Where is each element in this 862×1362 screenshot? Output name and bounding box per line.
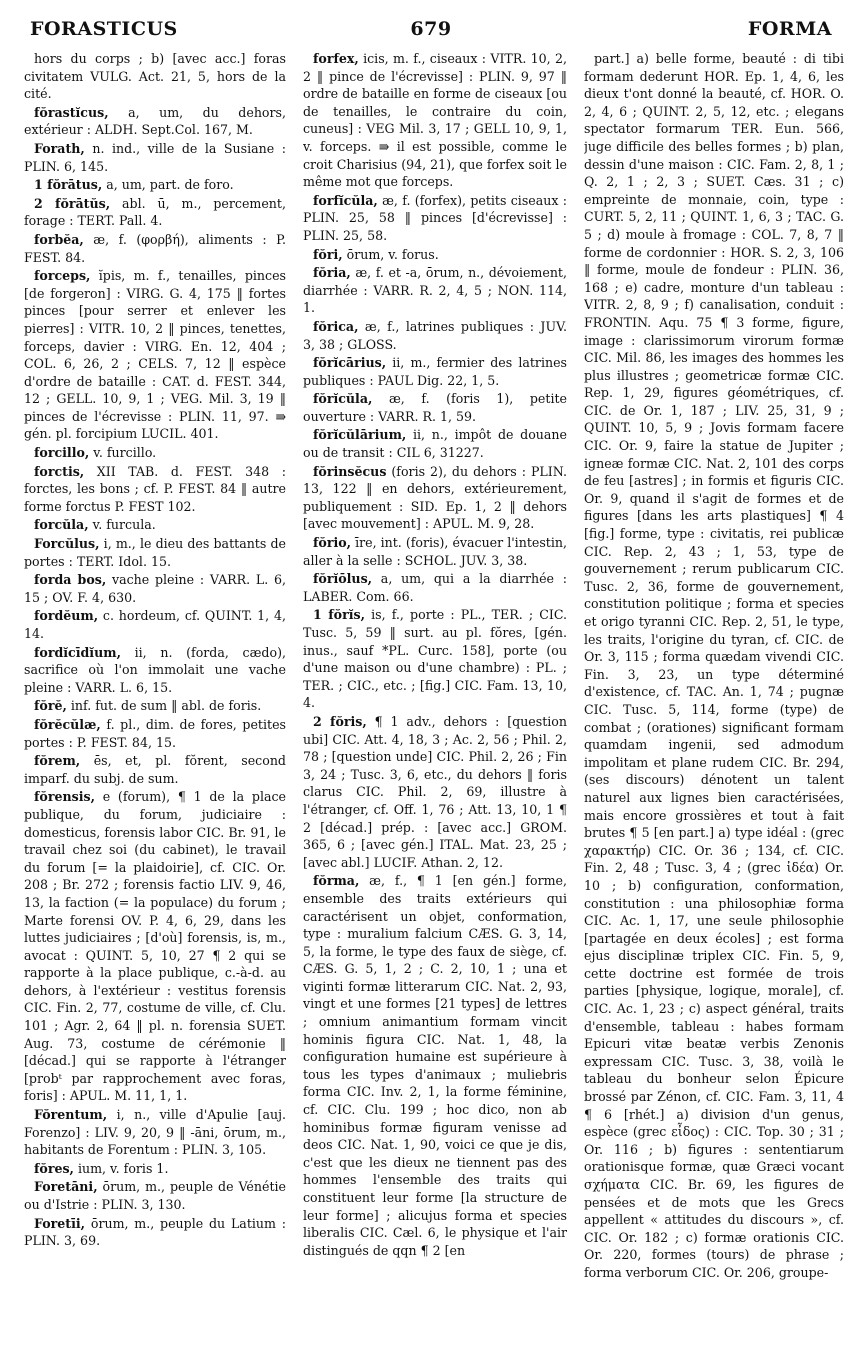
entry-headword: Fŏrentum, [34, 1107, 108, 1123]
dictionary-entry [24, 1160, 286, 1178]
entry-definition: ĭpis, m. f., tenailles, pinces [de forgeron] : VIRG. G. 4, 175 ‖ fortes pinces [pour serrer et enlever les pierres] : VITR. 10, 2 ‖ pinces, tenettes, forceps, davier : VIRG. En. 12, 404 ; COL. 6, 26, 2 ; CELS. 7, 12 ‖ espèce d'ordre de bataille : CAT. d. FEST. 344, 12 ; GELL. 10, 9, 1 ; VEG. Mil. 3, 19 ‖ pinces de l'écrevisse : PLIN. 11, 97. ⇛ gén. pl. forcipium LUCIL. 401. [24, 268, 286, 442]
entry-definition: is, f., porte : PL., TER. ; CIC. Tusc. 5, 59 ‖ surt. au pl. fŏres, [gén. inus., sauf *PL. Curc. 158], porte (ou d'une maison ou d'une chambre) : PL. ; TER. ; CIC., etc. ; [fig.] CIC. Fam. 13, 10, 4. [303, 607, 567, 711]
column-1 [24, 50, 286, 1350]
dictionary-entry [24, 1178, 286, 1213]
entry-headword: fŏrĭcārius, [313, 355, 387, 371]
dictionary-entry [303, 354, 567, 389]
entry-definition: (foris 2), du dehors : PLIN. 13, 122 ‖ en dehors, extérieurement, publiquement : SID. Ep. 1, 2 ‖ dehors [avec mouvement] : APUL. M. 9, 28. [303, 463, 567, 532]
dictionary-entry [303, 606, 567, 712]
dictionary-entry [24, 104, 286, 139]
entry-definition: ōrum, m., peuple du Latium : PLIN. 3, 69. [24, 1215, 286, 1249]
running-head-right: FORMA [747, 18, 832, 40]
dictionary-entry [303, 390, 567, 425]
entry-definition: æ, f. (foris 1), petite ouverture : VARR. R. 1, 59. [303, 391, 567, 424]
dictionary-entry [24, 535, 286, 570]
dictionary-entry [303, 570, 567, 605]
entry-definition: hors du corps ; b) [avec acc.] foras civitatem VULG. Act. 21, 5, hors de la cité. [24, 51, 286, 102]
dictionary-entry [24, 463, 286, 516]
entry-definition: ¶ 1 adv., dehors : [question ubi] CIC. Att. 4, 18, 3 ; Ac. 2, 56 ; Phil. 2, 78 ; [question unde] CIC. Phil. 2, 26 ; Fin 3, 24 ; Tusc. 3, 6, etc., du dehors ‖ foris clarus CIC. Phil. 2, 69, illustre à l'étranger, cf. Off. 1, 76 ; Att. 13, 10, 1 ¶ 2 [décad.] prép. : [avec acc.] GROM. 365, 6 ; [avec gén.] ITAL. Mat. 23, 25 ; [avec abl.] LUCIF. Athan. 2, 12. [303, 713, 567, 870]
entry-definition: ii, n., impôt de douane ou de transit : CIL 6, 31227. [303, 427, 567, 461]
entry-definition: æ, f., ¶ 1 [en gén.] forme, ensemble des traits extérieurs qui caractérisent un objet, conformation, type : muralium falcium CÆS. G. 3, 14, 5, la forme, le type des faux de siège, cf. CÆS. G. 5, 1, 2 ; C. 2, 10, 1 ; una et viginti formæ litterarum CIC. Nat. 2, 93, vingt et une formes [21 types] de lettres ; omnium animantium formam vincit hominis figura CIC. Nat. 1, 48, la configuration humaine est supérieure à tous les types d'animaux ; muliebris forma CIC. Inv. 2, 1, la forme féminine, cf. CIC. Clu. 199 ; hoc dico, non ab hominibus formæ figuram venisse ad deos CIC. Nat. 1, 90, voici ce que je dis, c'est que les dieux ne tiennent pas des hommes l'ensemble des traits qui constituent leur forme [la structure de leur forme] ; alicujus forma et species liberalis CIC. Cæl. 6, le physique et l'air distingués de qqn ¶ 2 [en [303, 873, 567, 1258]
entry-headword: forcŭla, [34, 517, 89, 533]
dictionary-entry [24, 50, 286, 103]
dictionary-entry [24, 267, 286, 443]
entry-headword: fŏrĕcŭlæ, [34, 716, 101, 732]
entry-definition: a, um, part. de foro. [102, 177, 234, 193]
entry-headword: fŏrastĭcus, [34, 104, 109, 120]
entry-definition: a, um, qui a la diarrhée : LABER. Com. 66. [303, 571, 567, 604]
dictionary-entry [24, 716, 286, 751]
dictionary-entry [24, 516, 286, 534]
entry-headword: 2 fŏrātŭs, [34, 195, 111, 211]
entry-definition: i, n., ville d'Apulie [auj. Forenzo] : LIV. 9, 20, 9 ‖ -āni, ōrum, m., habitants de Forentum : PLIN. 3, 105. [24, 1107, 286, 1158]
dictionary-entry [24, 644, 286, 697]
entry-definition: ium, v. foris 1. [73, 1160, 169, 1176]
entry-headword: forfĭcŭla, [313, 192, 378, 208]
dictionary-entry [303, 534, 567, 569]
entry-headword: Foretāni, [34, 1179, 98, 1195]
entry-headword: Forath, [34, 140, 85, 156]
entry-headword: 2 fŏris, [313, 713, 367, 729]
entry-headword: fŏres, [34, 1160, 74, 1176]
entry-definition: æ, f., latrines publiques : JUV. 3, 38 ; GLOSS. [303, 318, 567, 352]
entry-headword: forfex, [313, 51, 359, 66]
entry-headword: fŏrensis, [34, 789, 95, 805]
entry-headword: fŏrio, [313, 535, 352, 551]
dictionary-entry [24, 195, 286, 230]
dictionary-entry [303, 872, 567, 1259]
page-number: 679 [410, 18, 452, 40]
entry-headword: fŏria, [313, 265, 351, 281]
entry-definition: æ, f. (forfex), petits ciseaux : PLIN. 25, 58 ‖ pinces [d'écrevisse] : PLIN. 25, 58. [303, 192, 567, 243]
entry-headword: forcillo, [34, 445, 90, 461]
entry-definition: ēs, et, pl. fŏrent, second imparf. du subj. de sum. [24, 753, 286, 786]
entry-definition: e (forum), ¶ 1 de la place publique, du forum, judiciaire : domesticus, forensis labor CIC. Br. 91, le travail chez soi (du cabinet), le travail du forum [= la plaidoirie], cf. CIC. Or. 208 ; Br. 272 ; forensis factio LIV. 9, 46, 13, la faction (= la populace) du forum ; Marte forensi OV. P. 4, 6, 29, dans les luttes judiciaires ; [d'où] forensis, is, m., avocat : QUINT. 5, 10, 27 ¶ 2 qui se rapporte à la place publique, c.-à-d. au dehors, à l'extérieur : vestitus forensis CIC. Fin. 2, 77, costume de ville, cf. Clu. 101 ; Agr. 2, 64 ‖ pl. n. forensia SUET. Aug. 73, costume de cérémonie ‖ [décad.] qui se rapporte à l'étranger [probᵗ par rapprochement avec foras, foris] : APUL. M. 11, 1, 1. [24, 789, 286, 1104]
entry-headword: fŏrinsĕcus [313, 463, 387, 479]
column-3 [584, 50, 844, 1350]
running-head-left: FORASTICUS [30, 18, 178, 40]
dictionary-entry [24, 607, 286, 642]
entry-headword: fŏrem, [34, 753, 81, 769]
entry-definition: f. pl., dim. de fores, petites portes : P. FEST. 84, 15. [24, 716, 286, 750]
column-2 [303, 50, 567, 1350]
entry-definition: n. ind., ville de la Susiane : PLIN. 6, 145. [24, 140, 286, 174]
entry-definition: icis, m. f., ciseaux : VITR. 10, 2, 2 ‖ pince de l'écrevisse] : PLIN. 9, 97 ‖ ordre de bataille en forme de ciseaux [ou de tenailles, le contraire du coin, cuneus] : VEG Mil. 3, 17 ; GELL 10, 9, 1, v. forceps. ⇛ il est possible, comme le croit Charisius (94, 21), que forfex soit le même mot que forceps. [303, 51, 567, 190]
entry-definition: æ, f. (φορβή), aliments : P. FEST. 84. [24, 231, 286, 265]
entry-definition: ōrum, v. forus. [342, 246, 439, 262]
entry-definition: ii, n. (forda, cædo), sacrifice où l'on immolait une vache pleine : VARR. L. 6, 15. [24, 644, 286, 695]
entry-definition: XII TAB. d. FEST. 348 : forctes, les bons ; cf. P. FEST. 84 ‖ autre forme forctus P. FEST 102. [24, 463, 286, 514]
entry-definition: v. furcula. [88, 517, 156, 533]
entry-definition: c. hordeum, cf. QUINT. 1, 4, 14. [24, 608, 286, 641]
entry-headword: fordĕum, [34, 608, 99, 624]
entry-definition: ii, m., fermier des latrines publiques : PAUL Dig. 22, 1, 5. [303, 355, 567, 388]
dictionary-entry [24, 1106, 286, 1159]
entry-headword: forbĕa, [34, 231, 84, 247]
dictionary-entry [303, 426, 567, 461]
dictionary-entry [24, 697, 286, 715]
entry-definition: i, m., le dieu des battants de portes : TERT. Idol. 15. [24, 536, 286, 569]
entry-definition: v. furcillo. [89, 445, 157, 461]
dictionary-entry [24, 231, 286, 266]
entry-definition: ōrum, m., peuple de Vénétie ou d'Istrie : PLIN. 3, 130. [24, 1179, 286, 1212]
entry-headword: fŏri, [313, 246, 343, 262]
dictionary-entry [303, 318, 567, 353]
entry-definition: īre, int. (foris), évacuer l'intestin, aller à la selle : SCHOL. JUV. 3, 38. [303, 535, 567, 568]
dictionary-entry [303, 463, 567, 533]
entry-headword: 1 fŏrĭs, [313, 607, 365, 623]
dictionary-entry [24, 571, 286, 606]
entry-headword: fŏrĭcŭlārium, [313, 427, 407, 443]
entry-definition: vache pleine : VARR. L. 6, 15 ; OV. F. 4, 630. [24, 572, 286, 605]
entry-definition: a, um, du dehors, extérieur : ALDH. Sept.Col. 167, M. [24, 104, 286, 138]
entry-headword: 1 fŏrātus, [34, 177, 103, 193]
dictionary-entry [303, 264, 567, 317]
dictionary-entry [584, 50, 844, 1282]
entry-headword: fŏrma, [313, 873, 360, 889]
dictionary-entry [303, 246, 567, 264]
dictionary-entry [24, 788, 286, 1105]
dictionary-entry [24, 176, 286, 194]
entry-headword: Forcŭlus, [34, 536, 100, 552]
entry-headword: fordĭcīdĭum, [34, 644, 121, 660]
dictionary-entry [303, 50, 567, 191]
dictionary-entry [24, 1215, 286, 1250]
entry-headword: forceps, [34, 268, 91, 284]
entry-headword: fŏrĭcŭla, [313, 391, 373, 407]
entry-definition: æ, f. et -a, ōrum, n., dévoiement, diarrhée : VARR. R. 2, 4, 5 ; NON. 114, 1. [303, 265, 567, 316]
dictionary-entry [24, 752, 286, 787]
entry-definition: abl. ū, m., percement, forage : TERT. Pall. 4. [24, 195, 286, 229]
entry-headword: fŏrĭōlus, [313, 571, 373, 587]
entry-headword: forda bos, [34, 572, 107, 588]
entry-headword: fŏrica, [313, 318, 359, 334]
entry-headword: Foretīi, [34, 1215, 86, 1231]
dictionary-entry [24, 444, 286, 462]
entry-headword: fŏrĕ, [34, 698, 67, 714]
entry-definition: inf. fut. de sum ‖ abl. de foris. [66, 698, 262, 714]
dictionary-entry [303, 192, 567, 245]
entry-definition: part.] a) belle forme, beauté : di tibi formam dederunt HOR. Ep. 1, 4, 6, les dieux t'ont donné la beauté, cf. HOR. O. 2, 4, 6 ; QUINT. 2, 5, 12, etc. ; elegans spectator formarum TER. Eun. 566, juge difficile des belles formes ; b) plan, dessin d'une maison : CIC. Fam. 2, 8, 1 ; Q. 2, 1 ; 2, 3 ; SUET. Cæs. 31 ; c) empreinte de monnaie, coin, type : CURT. 5, 2, 11 ; QUINT. 1, 6, 3 ; TAC. G. 5 ; d) moule à fromage : COL. 7, 8, 7 ‖ forme de cordonnier : HOR. S. 2, 3, 106 ‖ forme, moule de fondeur : PLIN. 36, 168 ; e) cadre, monture d'un tableau : VITR. 2, 8, 9 ; f) canalisation, conduit : FRONTIN. Aqu. 75 ¶ 3 forme, figure, image : clarissimorum virorum formæ CIC. Mil. 86, les images des hommes les plus illustres ; geometricæ formæ CIC. Rep. 1, 29, figures géométriques, cf. CIC. de Or. 1, 187 ; LIV. 25, 31, 9 ; QUINT. 10, 5, 9 ; Jovis formam facere CIC. Or. 9, faire la statue de Jupiter ; igneæ formæ CIC. Nat. 2, 101 des corps de feu [astres] ; in formis et figuris CIC. Or. 9, quand il s'agit de formes et de figures [dans les arts plastiques] ¶ 4 [fig.] forme, type : civitatis, rei publicæ CIC. Rep. 2, 43 ; 1, 53, type de gouvernement ; rerum publicarum CIC. Tusc. 2, 36, forme de gouvernement, constitution politique ; forma et species et origo tyranni CIC. Rep. 2, 51, le type, les traits, l'origine du tyran, cf. CIC. de Or. 3, 115 ; forma quædam vivendi CIC. Fin. 3, 23, un type déterminé d'existence, cf. TAC. An. 1, 74 ; pugnæ CIC. Tusc. 5, 114, forme (type) de combat ; (orationes) significant formam quamdam ingenii, sed admodum impolitam et plane rudem CIC. Br. 294, (ses discours) dénotent un talent naturel aux lignes bien caractérisées, mais encore grossières et tout à fait brutes ¶ 5 [en part.] a) type idéal : (grec χαρακτήρ) CIC. Or. 36 ; 134, cf. CIC. Fin. 2, 48 ; Tusc. 3, 4 ; (grec ἰδέα) Or. 10 ; b) configuration, conformation, constitution : una philosophiæ forma CIC. Ac. 1, 17, une seule philosophie [partagée en deux écoles] ; est forma ejus disciplinæ triplex CIC. Fin. 5, 9, cette doctrine est formée de trois parties [physique, logique, morale], cf. CIC. Ac. 1, 23 ; c) aspect général, traits d'ensemble, tableau : habes formam Epicuri vitæ beatæ verbis Zenonis expressam CIC. Tusc. 3, 38, voilà le tableau du bonheur selon Épicure brossé par Zénon, cf. CIC. Fam. 3, 11, 4 ¶ 6 [rhét.] a) division d'un genus, espèce (grec εἶδος) : CIC. Top. 30 ; 31 ; Or. 116 ; b) figures : sententiarum orationisque formæ, quæ Græci vocant σχήματα CIC. Br. 69, les figures de pensées et de mots que les Grecs appellent « attitudes du discours », cf. CIC. Or. 182 ; c) formæ orationis CIC. Or. 220, formes (tours) de phrase ; forma verborum CIC. Or. 206, groupe- [584, 51, 844, 1280]
dictionary-entry [303, 713, 567, 871]
dictionary-entry [24, 140, 286, 175]
entry-headword: forctis, [34, 463, 85, 479]
